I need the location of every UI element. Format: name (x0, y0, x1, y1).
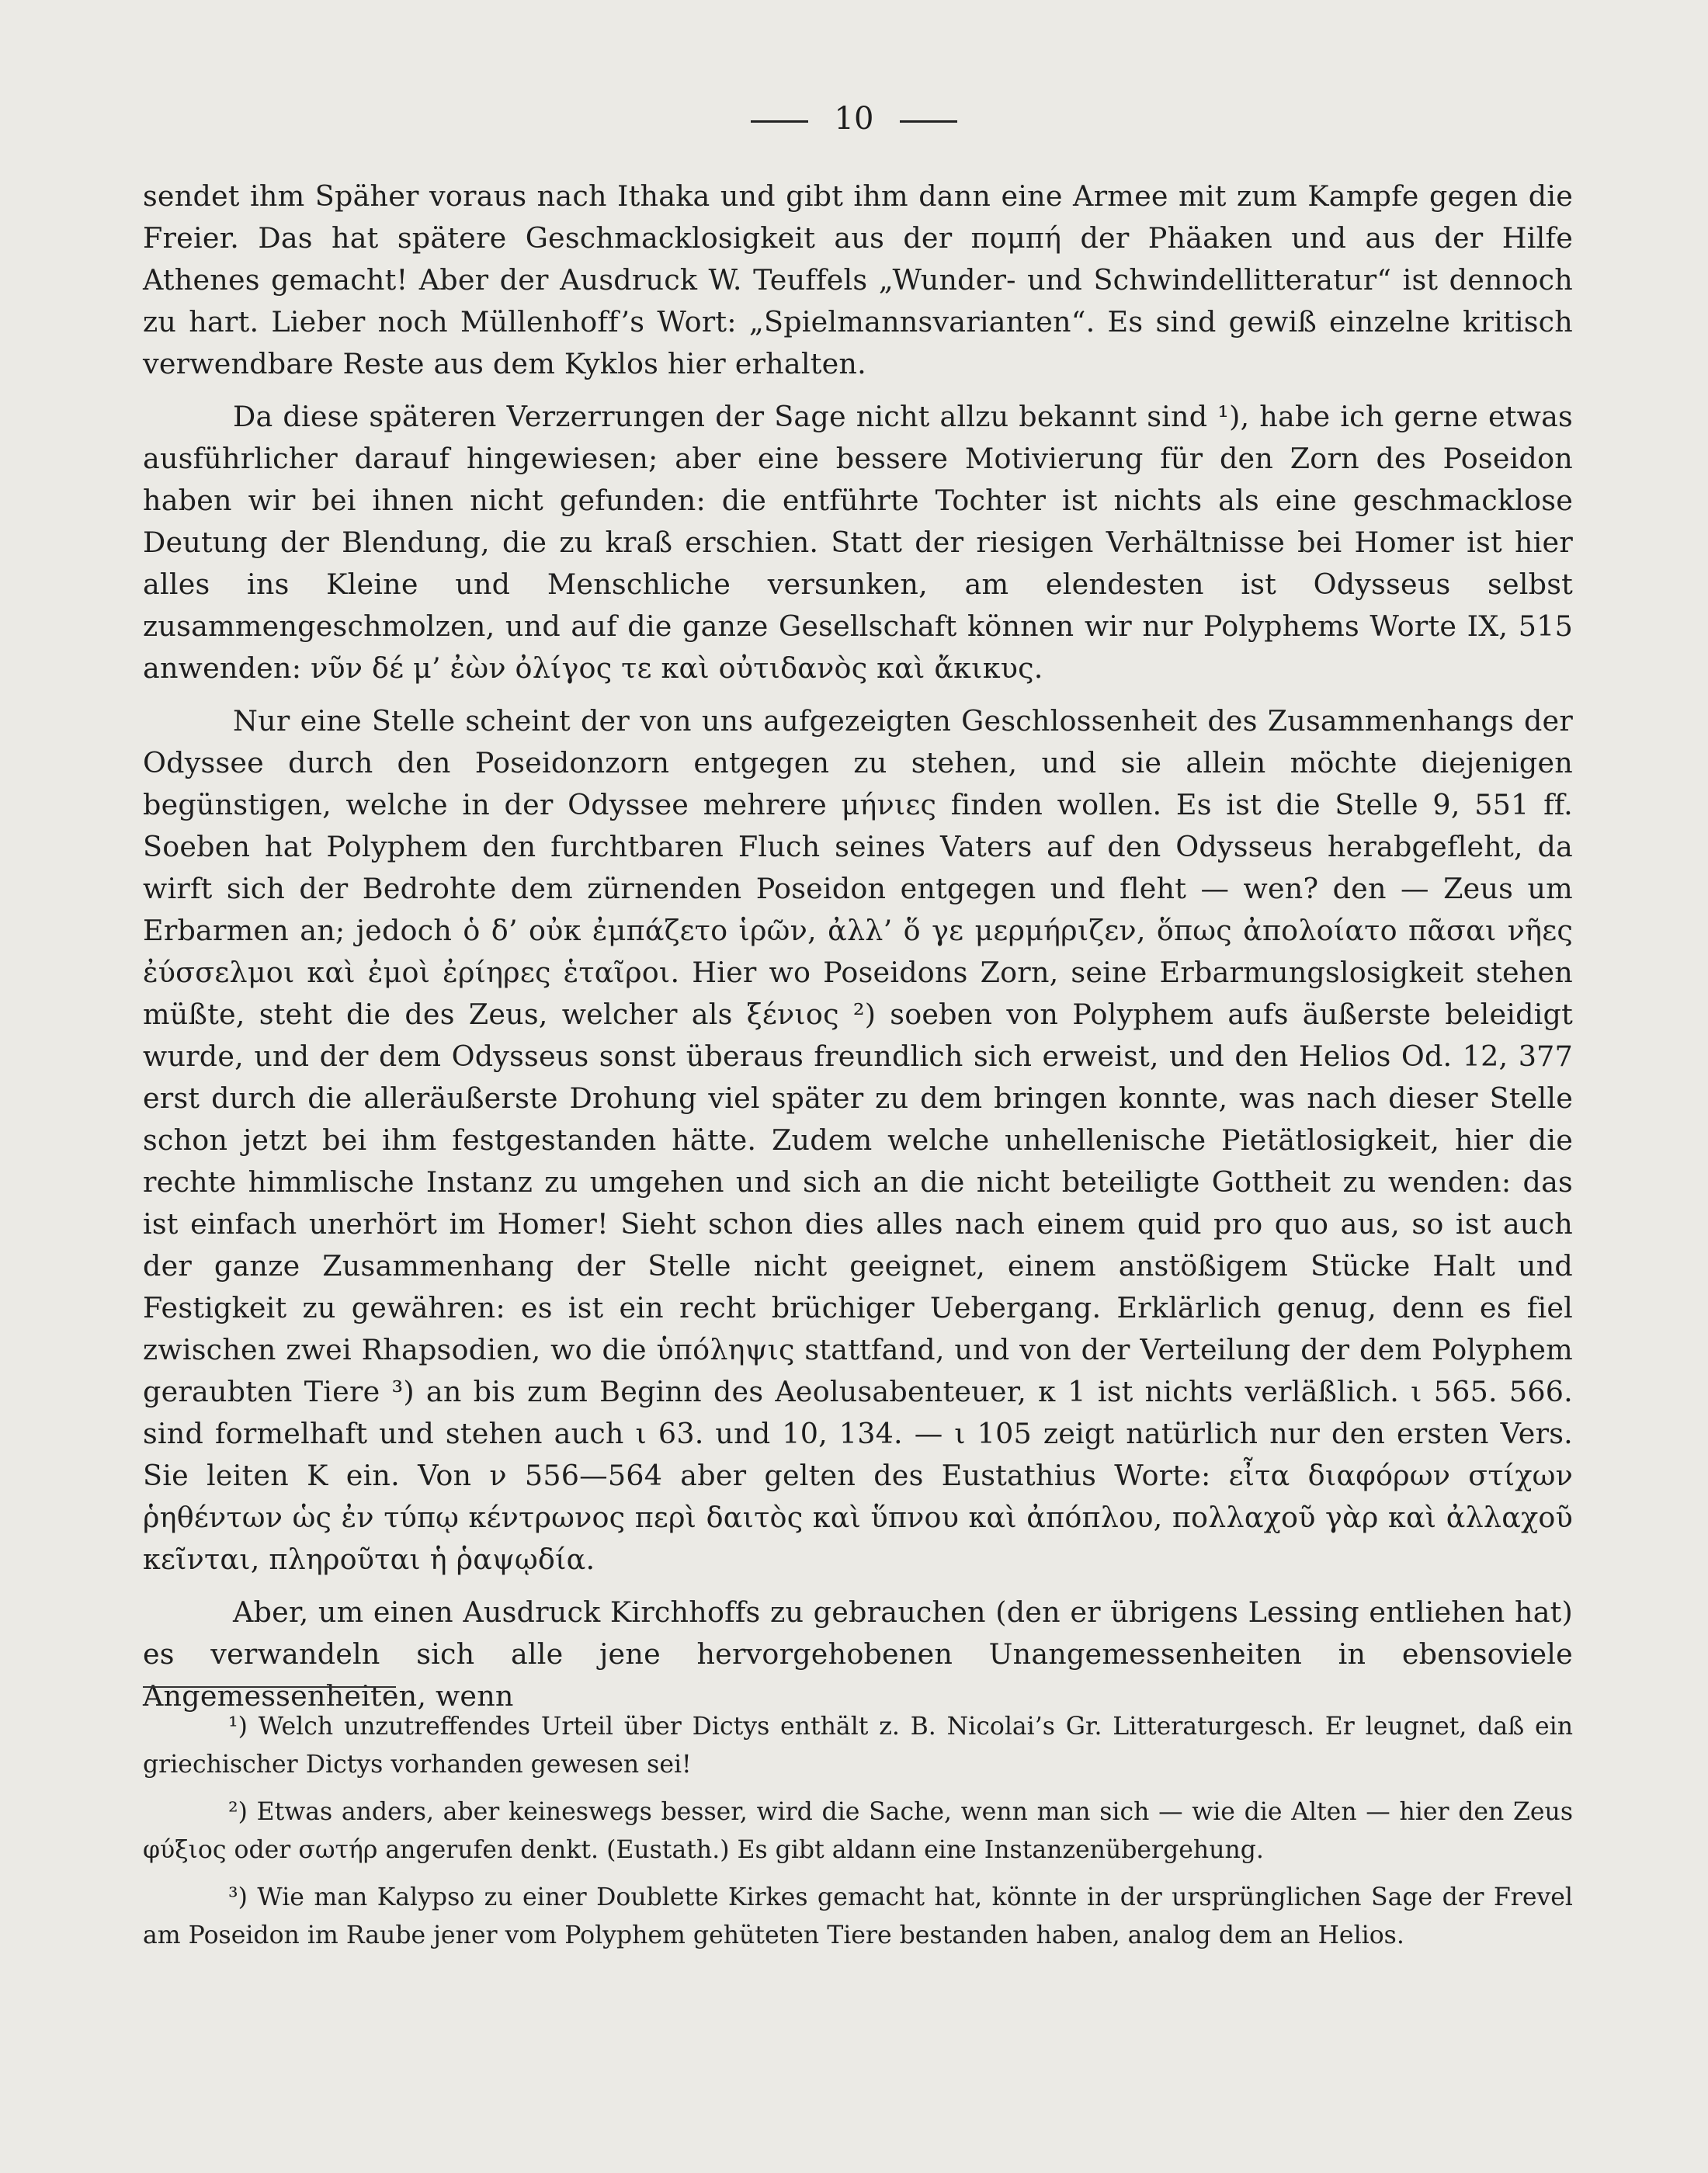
footnote-2-text: Etwas anders, aber keineswegs besser, wird die Sache, wenn man sich — wie die Alten — hier den Zeus φύξιος oder σωτήρ angerufen denkt. (Eustath.) Es gibt aldann eine Instanzenübergehung. (143, 1798, 1573, 1864)
footnote-1-mark: ¹) (228, 1713, 248, 1741)
paragraph-4: Aber, um einen Ausdruck Kirchhoffs zu gebrauchen (den er übrigens Lessing entliehen hat) es verwandeln sich alle jene hervorgehobenen Unangemessenheiten in ebensoviele Angemessenheiten, wenn (143, 1595, 1573, 1713)
page-header (0, 99, 1708, 138)
body-text (143, 175, 1573, 1728)
page-number: 10 (834, 101, 874, 137)
footnote-3-mark: ³) (228, 1883, 248, 1911)
paragraph-1: sendet ihm Späher voraus nach Ithaka und gibt ihm dann eine Armee mit zum Kampfe gegen die Freier. Das hat spätere Geschmacklosigkeit aus der πομπή der Phäaken und aus der Hilfe Athenes gemacht! Aber der Ausdruck W. Teuffels „Wunder- und Schwindellitteratur“ ist dennoch zu hart. Lieber noch Müllenhoff’s Wort: „Spielmannsvarianten“. Es sind gewiß einzelne kritisch verwendbare Reste aus dem Kyklos hier erhalten. (143, 179, 1573, 380)
footnote-2-mark: ²) (228, 1798, 248, 1826)
footnote-2 (143, 1793, 1573, 1869)
paragraph-2: Da diese späteren Verzerrungen der Sage nicht allzu bekannt sind ¹), habe ich gerne etwas ausführlicher darauf hingewiesen; aber eine bessere Motivierung für den Zorn des Poseidon haben wir bei ihnen nicht gefunden: die entführte Tochter ist nichts als eine geschmacklose Deutung der Blendung, die zu kraß erschien. Statt der riesigen Verhältnisse bei Homer ist hier alles ins Kleine und Menschliche versunken, am elendesten ist Odysseus selbst zusammengeschmolzen, und auf die ganze Gesellschaft können wir nur Polyphems Worte IX, 515 anwenden: νῦν δέ μ’ ἐὼν ὀλίγος τε καὶ οὐτιδανὸς καὶ ἄκικυς. (143, 400, 1573, 685)
header-dash-left (751, 120, 808, 123)
footnote-3 (143, 1879, 1573, 1955)
footnotes (143, 1708, 1573, 1964)
footnote-divider (143, 1686, 396, 1688)
footnote-3-text: Wie man Kalypso zu einer Doublette Kirkes gemacht hat, könnte in der ursprünglichen Sage der Frevel am Poseidon im Raube jener vom Polyphem gehüteten Tiere bestanden haben, analog dem an Helios. (143, 1883, 1573, 1949)
header-dash-right (900, 120, 957, 123)
footnote-1-text: Welch unzutreffendes Urteil über Dictys enthält z. B. Nicolai’s Gr. Litteraturgesch. Er leugnet, daß ein griechischer Dictys vorhanden gewesen sei! (143, 1713, 1573, 1779)
paragraph-3: Nur eine Stelle scheint der von uns aufgezeigten Geschlossenheit des Zusammenhangs der Odyssee durch den Poseidonzorn entgegen zu stehen, und sie allein möchte diejenigen begünstigen, welche in der Odyssee mehrere μήνιες finden wollen. Es ist die Stelle 9, 551 ff. Soeben hat Polyphem den furchtbaren Fluch seines Vaters auf den Odysseus herabgefleht, da wirft sich der Bedrohte dem zürnenden Poseidon entgegen und fleht — wen? den — Zeus um Erbarmen an; jedoch ὁ δ’ οὐκ ἐμπάζετο ἱρῶν, ἀλλ’ ὅ γε μερμήριζεν, ὅπως ἀπολοίατο πᾶσαι νῆες ἐύσσελμοι καὶ ἐμοὶ ἐρίηρες ἑταῖροι. Hier wo Poseidons Zorn, seine Erbarmungslosigkeit stehen müßte, steht die des Zeus, welcher als ξένιος ²) soeben von Polyphem aufs äußerste beleidigt wurde, und der dem Odysseus sonst überaus freundlich sich erweist, und den Helios Od. 12, 377 erst durch die alleräußerste Drohung viel später zu dem bringen konnte, was nach dieser Stelle schon jetzt bei ihm festgestanden hätte. Zudem welche unhellenische Pietätlosigkeit, hier die rechte himmlische Instanz zu umgehen und sich an die nicht beteiligte Gottheit zu wenden: das ist einfach unerhört im Homer! Sieht schon dies alles nach einem quid pro quo aus, so ist auch der ganze Zusammenhang der Stelle nicht geeignet, einem anstößigem Stücke Halt und Festigkeit zu gewähren: es ist ein recht brüchiger Uebergang. Erklärlich genug, denn es fiel zwischen zwei Rhapsodien, wo die ὑπόληψις stattfand, und von der Verteilung der dem Polyphem geraubten Tiere ³) an bis zum Beginn des Aeolusabenteuer, κ 1 ist nichts verläßlich. ι 565. 566. sind formelhaft und stehen auch ι 63. und 10, 134. — ι 105 zeigt natürlich nur den ersten Vers. Sie leiten K ein. Von ν 556—564 aber gelten des Eustathius Worte: εἶτα διαφόρων στίχων ῥηθέντων ὡς ἐν τύπῳ κέντρωνος περὶ δαιτὸς καὶ ὕπνου καὶ ἀπόπλου, πολλαχοῦ γὰρ καὶ ἀλλαχοῦ κεῖνται, πληροῦται ἡ ῥαψῳδία. (143, 704, 1573, 1576)
footnote-1 (143, 1708, 1573, 1784)
